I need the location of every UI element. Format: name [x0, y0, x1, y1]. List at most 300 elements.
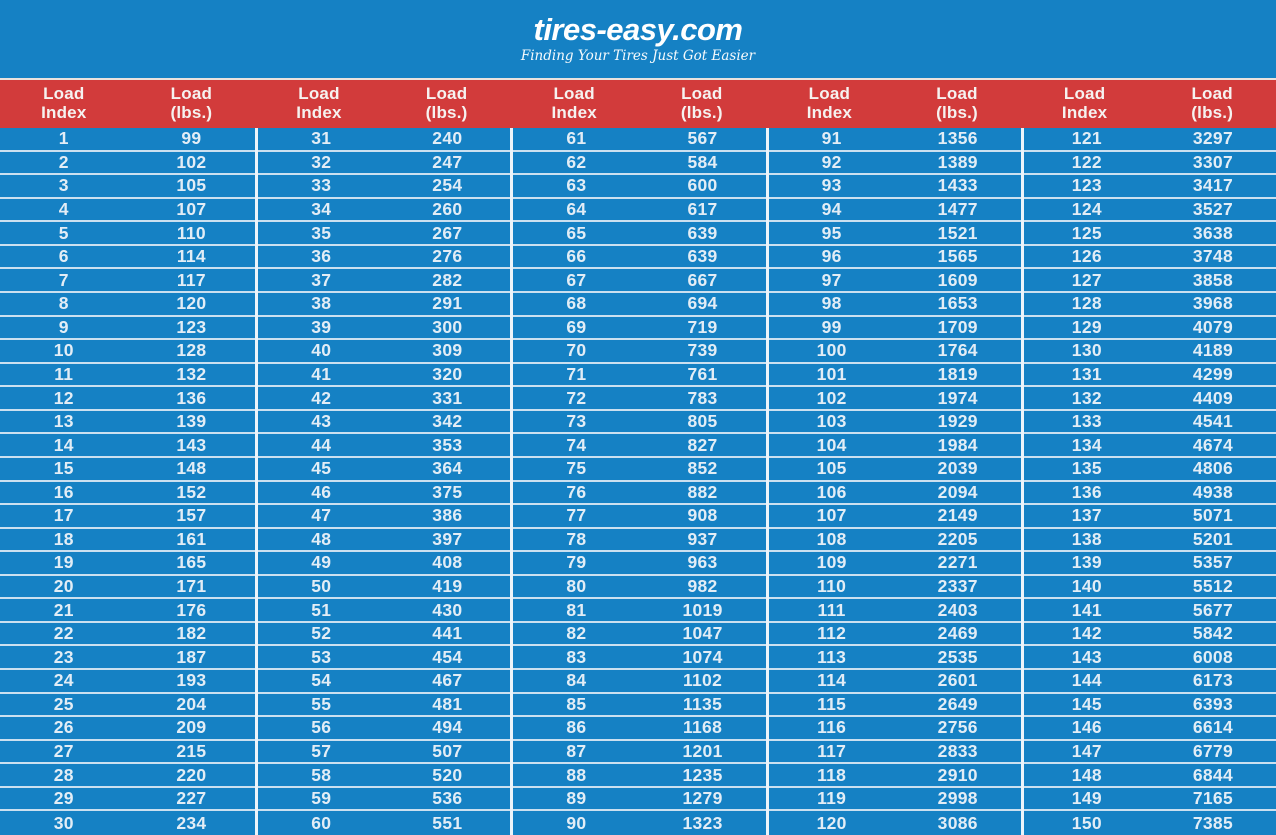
load-lbs-cell: 291 — [432, 293, 463, 314]
load-index-cell: 11 — [54, 363, 74, 384]
load-lbs-cell: 187 — [176, 646, 207, 667]
load-index-cell: 133 — [1071, 411, 1102, 432]
header-word-unit: (lbs.) — [170, 103, 213, 122]
header-word-unit: (lbs.) — [680, 103, 723, 122]
table-row — [769, 246, 1021, 270]
load-index-cell: 12 — [53, 387, 74, 408]
load-lbs-cell: 320 — [432, 363, 463, 384]
load-lbs-cell: 617 — [687, 198, 718, 219]
load-index-cell: 140 — [1071, 576, 1102, 597]
load-index-cell: 75 — [566, 458, 587, 479]
load-lbs-cell: 5201 — [1192, 528, 1233, 549]
header-word-load: Load — [298, 84, 340, 104]
table-row — [0, 387, 255, 411]
table-row — [258, 646, 510, 670]
load-lbs-cell: 494 — [432, 717, 463, 738]
load-index-cell: 138 — [1071, 528, 1102, 549]
table-row — [1024, 529, 1276, 553]
load-lbs-cell: 430 — [432, 599, 463, 620]
load-index-cell: 47 — [311, 505, 332, 526]
table-row — [769, 576, 1021, 600]
table-row — [0, 670, 255, 694]
table-row — [1024, 694, 1276, 718]
load-index-cell: 9 — [58, 316, 69, 337]
load-lbs-cell: 1135 — [682, 693, 723, 714]
load-lbs-cell: 364 — [432, 458, 463, 479]
load-index-cell: 37 — [311, 269, 332, 290]
table-row — [1024, 505, 1276, 529]
load-lbs-cell: 282 — [432, 269, 463, 290]
load-index-cell: 71 — [566, 363, 587, 384]
table-row — [0, 646, 255, 670]
table-row — [769, 128, 1021, 152]
load-index-cell: 92 — [821, 151, 842, 172]
load-index-cell: 100 — [816, 340, 847, 361]
load-lbs-cell: 567 — [687, 128, 718, 149]
load-lbs-cell: 639 — [687, 222, 718, 243]
header-word-load: Load — [43, 84, 85, 104]
table-row — [769, 387, 1021, 411]
header-word-unit: Index — [41, 103, 87, 122]
load-lbs-cell: 105 — [176, 175, 207, 196]
load-lbs-cell: 481 — [432, 693, 463, 714]
load-lbs-cell: 5677 — [1192, 599, 1233, 620]
table-row — [1024, 434, 1276, 458]
load-lbs-cell: 1609 — [937, 269, 978, 290]
column-header-load-index — [255, 80, 383, 128]
table-row — [1024, 741, 1276, 765]
table-row — [513, 623, 765, 647]
load-index-cell: 82 — [566, 623, 587, 644]
column-group — [255, 128, 510, 835]
table-row — [1024, 552, 1276, 576]
table-row — [1024, 717, 1276, 741]
load-lbs-cell: 827 — [687, 434, 718, 455]
load-index-cell: 88 — [566, 764, 587, 785]
load-index-cell: 56 — [311, 717, 332, 738]
table-row — [769, 788, 1021, 812]
load-index-cell: 122 — [1071, 151, 1102, 172]
load-index-cell: 149 — [1071, 788, 1102, 809]
load-index-cell: 51 — [311, 599, 332, 620]
table-row — [769, 340, 1021, 364]
load-lbs-cell: 128 — [176, 340, 207, 361]
load-lbs-cell: 215 — [176, 741, 207, 761]
load-index-cell: 123 — [1071, 175, 1102, 196]
load-index-cell: 125 — [1071, 222, 1102, 243]
load-lbs-cell: 7385 — [1192, 812, 1233, 833]
table-row — [769, 152, 1021, 176]
load-lbs-cell: 551 — [432, 812, 463, 833]
load-index-cell: 20 — [53, 576, 74, 597]
load-lbs-cell: 234 — [176, 812, 207, 833]
table-row — [769, 364, 1021, 388]
table-row — [769, 317, 1021, 341]
table-row — [0, 623, 255, 647]
load-index-cell: 31 — [311, 128, 332, 149]
table-row — [0, 152, 255, 176]
table-row — [1024, 175, 1276, 199]
column-header-load-index — [510, 80, 638, 128]
load-index-cell: 40 — [311, 340, 332, 361]
load-index-cell: 66 — [566, 246, 587, 267]
load-lbs-cell: 520 — [432, 764, 463, 785]
load-index-cell: 135 — [1071, 458, 1102, 479]
header-word-unit: Index — [1061, 103, 1108, 122]
header-word-unit: Index — [296, 103, 342, 122]
load-index-cell: 139 — [1071, 552, 1102, 573]
table-row — [769, 199, 1021, 223]
load-index-cell: 141 — [1071, 599, 1102, 620]
load-lbs-cell: 937 — [687, 528, 718, 549]
load-lbs-cell: 3638 — [1192, 222, 1233, 243]
table-row — [513, 293, 765, 317]
load-lbs-cell: 1323 — [682, 812, 723, 833]
table-row — [258, 128, 510, 152]
load-index-cell: 68 — [566, 293, 587, 314]
load-lbs-cell: 3748 — [1192, 246, 1233, 267]
column-header-load-lbs — [1148, 80, 1276, 128]
load-index-cell: 61 — [566, 128, 587, 149]
table-row — [0, 482, 255, 506]
load-index-cell: 113 — [817, 646, 847, 667]
load-lbs-cell: 1433 — [937, 175, 978, 196]
table-row — [769, 458, 1021, 482]
load-lbs-cell: 2469 — [937, 623, 978, 644]
table-row — [258, 434, 510, 458]
table-row — [513, 576, 765, 600]
table-row — [769, 646, 1021, 670]
load-lbs-cell: 220 — [176, 764, 207, 785]
load-index-cell: 41 — [311, 363, 332, 384]
table-row — [258, 694, 510, 718]
load-lbs-cell: 204 — [176, 693, 207, 714]
table-row — [1024, 364, 1276, 388]
load-index-cell: 103 — [816, 411, 847, 432]
load-index-cell: 39 — [311, 316, 332, 337]
header-word-unit: Index — [551, 103, 597, 122]
load-index-cell: 146 — [1071, 717, 1102, 738]
load-lbs-cell: 441 — [432, 623, 463, 644]
table-row — [769, 741, 1021, 765]
table-row — [0, 246, 255, 270]
load-lbs-cell: 805 — [687, 411, 718, 432]
load-lbs-cell: 99 — [181, 128, 202, 149]
load-lbs-cell: 148 — [176, 458, 207, 479]
load-lbs-cell: 2094 — [937, 481, 978, 502]
load-lbs-cell: 227 — [176, 788, 207, 809]
table-row — [0, 199, 255, 223]
load-index-cell: 95 — [821, 222, 842, 243]
load-lbs-cell: 1102 — [682, 670, 723, 691]
table-row — [513, 222, 765, 246]
load-lbs-cell: 5071 — [1192, 505, 1233, 526]
load-index-cell: 13 — [53, 411, 74, 432]
table-row — [513, 175, 765, 199]
table-row — [513, 152, 765, 176]
load-index-cell: 111 — [817, 599, 846, 620]
load-index-cell: 120 — [816, 812, 847, 833]
table-row — [258, 387, 510, 411]
column-header-load-lbs — [383, 80, 511, 128]
table-row — [258, 152, 510, 176]
load-index-cell: 26 — [53, 717, 74, 738]
load-lbs-cell: 1653 — [937, 293, 978, 314]
table-row — [0, 741, 255, 765]
table-row — [0, 340, 255, 364]
load-index-cell: 89 — [566, 788, 587, 809]
load-index-cell: 28 — [53, 764, 74, 785]
load-index-cell: 53 — [311, 646, 332, 667]
load-index-cell: 58 — [311, 764, 332, 785]
load-lbs-cell: 136 — [176, 387, 207, 408]
load-lbs-cell: 4541 — [1192, 411, 1233, 432]
table-row — [513, 788, 765, 812]
brand-header — [0, 0, 1276, 78]
load-index-cell: 147 — [1071, 741, 1102, 761]
load-index-cell: 62 — [566, 151, 587, 172]
table-row — [258, 222, 510, 246]
load-lbs-cell: 182 — [176, 623, 207, 644]
table-row — [0, 788, 255, 812]
load-index-cell: 32 — [311, 151, 332, 172]
load-index-cell: 98 — [821, 293, 842, 314]
load-index-cell: 107 — [816, 505, 847, 526]
load-index-cell: 136 — [1071, 481, 1102, 502]
load-index-cell: 4 — [58, 198, 69, 219]
load-index-cell: 15 — [53, 458, 74, 479]
load-lbs-cell: 5357 — [1192, 552, 1233, 573]
load-lbs-cell: 1974 — [937, 387, 978, 408]
load-lbs-cell: 761 — [687, 363, 718, 384]
table-row — [1024, 646, 1276, 670]
header-word-load: Load — [808, 84, 851, 104]
table-row — [769, 599, 1021, 623]
load-index-cell: 81 — [566, 599, 587, 620]
table-row — [769, 764, 1021, 788]
column-header-load-lbs — [638, 80, 766, 128]
table-row — [0, 599, 255, 623]
load-lbs-cell: 1565 — [937, 246, 978, 267]
brand-tagline: Finding Your Tires Just Got Easier — [520, 48, 756, 64]
load-lbs-cell: 2756 — [937, 717, 978, 738]
load-index-cell: 44 — [311, 434, 332, 455]
table-row — [0, 175, 255, 199]
table-row — [0, 364, 255, 388]
load-index-cell: 112 — [817, 623, 847, 644]
load-index-cell: 87 — [566, 741, 587, 761]
load-index-cell: 94 — [821, 198, 842, 219]
load-index-cell: 93 — [821, 175, 842, 196]
column-group — [766, 128, 1021, 835]
load-index-cell: 29 — [53, 788, 74, 809]
table-row — [0, 694, 255, 718]
load-index-cell: 86 — [566, 717, 587, 738]
load-index-cell: 19 — [53, 552, 74, 573]
load-index-cell: 105 — [816, 458, 847, 479]
load-index-cell: 18 — [53, 528, 74, 549]
load-index-cell: 17 — [53, 505, 74, 526]
load-lbs-cell: 1521 — [937, 222, 978, 243]
load-index-cell: 35 — [311, 222, 332, 243]
column-group — [0, 128, 255, 835]
load-lbs-cell: 1477 — [937, 198, 978, 219]
load-index-cell: 10 — [53, 340, 74, 361]
table-row — [1024, 458, 1276, 482]
load-lbs-cell: 4409 — [1192, 387, 1233, 408]
table-row — [258, 340, 510, 364]
load-index-cell: 90 — [566, 812, 587, 833]
table-row — [1024, 269, 1276, 293]
load-index-cell: 109 — [816, 552, 847, 573]
table-row — [769, 175, 1021, 199]
load-lbs-cell: 2910 — [937, 764, 978, 785]
table-row — [1024, 387, 1276, 411]
load-index-cell: 121 — [1071, 128, 1102, 149]
load-lbs-cell: 353 — [432, 434, 463, 455]
table-row — [769, 411, 1021, 435]
load-lbs-cell: 1047 — [682, 623, 723, 644]
table-row — [0, 458, 255, 482]
load-lbs-cell: 6393 — [1192, 693, 1233, 714]
load-index-cell: 1 — [58, 128, 69, 149]
header-word-unit: (lbs.) — [1191, 103, 1234, 122]
load-index-cell: 30 — [53, 812, 74, 833]
column-header-group — [0, 80, 255, 128]
load-index-cell: 79 — [566, 552, 587, 573]
load-lbs-cell: 157 — [176, 505, 207, 526]
load-index-cell: 110 — [817, 576, 847, 597]
load-index-cell: 6 — [58, 246, 69, 267]
load-index-cell: 24 — [53, 670, 74, 691]
table-row — [258, 623, 510, 647]
load-lbs-cell: 5842 — [1192, 623, 1233, 644]
table-row — [0, 552, 255, 576]
load-index-cell: 45 — [311, 458, 332, 479]
load-index-cell: 148 — [1071, 764, 1102, 785]
table-row — [1024, 576, 1276, 600]
load-index-cell: 126 — [1071, 246, 1102, 267]
load-lbs-cell: 1929 — [937, 411, 978, 432]
table-row — [769, 670, 1021, 694]
load-lbs-cell: 2833 — [937, 741, 978, 761]
load-lbs-cell: 1019 — [682, 599, 723, 620]
load-lbs-cell: 1389 — [937, 151, 978, 172]
table-row — [258, 199, 510, 223]
load-lbs-cell: 1279 — [682, 788, 723, 809]
load-lbs-cell: 276 — [432, 246, 463, 267]
column-header-group — [1021, 80, 1276, 128]
load-lbs-cell: 2337 — [937, 576, 978, 597]
table-row — [769, 552, 1021, 576]
load-lbs-cell: 4806 — [1192, 458, 1233, 479]
table-row — [0, 764, 255, 788]
table-row — [513, 199, 765, 223]
table-row — [1024, 199, 1276, 223]
load-index-cell: 60 — [311, 812, 332, 833]
load-index-cell: 67 — [566, 269, 587, 290]
load-lbs-cell: 467 — [432, 670, 463, 691]
load-lbs-cell: 3086 — [937, 812, 978, 833]
table-row — [513, 411, 765, 435]
load-index-cell: 33 — [311, 175, 332, 196]
table-row — [769, 293, 1021, 317]
load-lbs-cell: 454 — [432, 646, 463, 667]
load-index-cell: 96 — [821, 246, 842, 267]
header-word-unit: Index — [806, 103, 853, 122]
load-index-cell: 145 — [1071, 693, 1102, 714]
load-lbs-cell: 342 — [432, 411, 463, 432]
load-index-cell: 38 — [311, 293, 332, 314]
header-word-load: Load — [936, 84, 978, 104]
table-row — [1024, 788, 1276, 812]
load-lbs-cell: 152 — [176, 481, 207, 502]
load-index-cell: 54 — [311, 670, 332, 691]
table-row — [258, 717, 510, 741]
table-row — [1024, 411, 1276, 435]
table-row — [769, 482, 1021, 506]
load-lbs-cell: 419 — [432, 576, 463, 597]
load-index-cell: 43 — [311, 411, 332, 432]
load-lbs-cell: 507 — [432, 741, 463, 761]
load-index-cell: 5 — [58, 222, 69, 243]
load-lbs-cell: 2205 — [937, 528, 978, 549]
load-lbs-cell: 117 — [176, 269, 206, 290]
load-index-cell: 7 — [58, 269, 69, 290]
load-index-cell: 114 — [817, 670, 847, 691]
load-lbs-cell: 1764 — [937, 340, 978, 361]
load-index-cell: 91 — [821, 128, 842, 149]
load-lbs-cell: 6008 — [1192, 646, 1233, 667]
table-row — [513, 269, 765, 293]
load-lbs-cell: 1356 — [937, 128, 978, 149]
table-row — [258, 599, 510, 623]
load-lbs-cell: 600 — [687, 175, 718, 196]
load-lbs-cell: 3527 — [1192, 198, 1233, 219]
load-lbs-cell: 171 — [176, 576, 207, 597]
load-lbs-cell: 5512 — [1192, 576, 1233, 597]
table-row — [258, 293, 510, 317]
header-word-load: Load — [170, 84, 213, 104]
load-lbs-cell: 2403 — [937, 599, 978, 620]
table-row — [1024, 293, 1276, 317]
table-row — [258, 788, 510, 812]
load-lbs-cell: 667 — [687, 269, 718, 290]
load-index-cell: 16 — [53, 481, 74, 502]
table-row — [0, 411, 255, 435]
load-lbs-cell: 1074 — [682, 646, 723, 667]
table-row — [258, 482, 510, 506]
table-row — [1024, 623, 1276, 647]
load-index-cell: 73 — [566, 411, 587, 432]
load-lbs-cell: 739 — [687, 340, 718, 361]
load-index-cell: 142 — [1071, 623, 1102, 644]
load-lbs-cell: 882 — [687, 481, 718, 502]
load-lbs-cell: 132 — [176, 363, 207, 384]
load-index-cell: 99 — [821, 316, 842, 337]
load-lbs-cell: 7165 — [1192, 788, 1233, 809]
load-index-cell: 97 — [821, 269, 842, 290]
table-row — [513, 552, 765, 576]
load-index-cell: 131 — [1071, 363, 1102, 384]
load-lbs-cell: 584 — [687, 151, 718, 172]
header-word-load: Load — [553, 84, 595, 104]
load-lbs-cell: 161 — [176, 528, 207, 549]
load-index-cell: 106 — [816, 481, 847, 502]
table-row — [769, 222, 1021, 246]
load-index-cell: 134 — [1071, 434, 1102, 455]
table-header-band — [0, 78, 1276, 128]
